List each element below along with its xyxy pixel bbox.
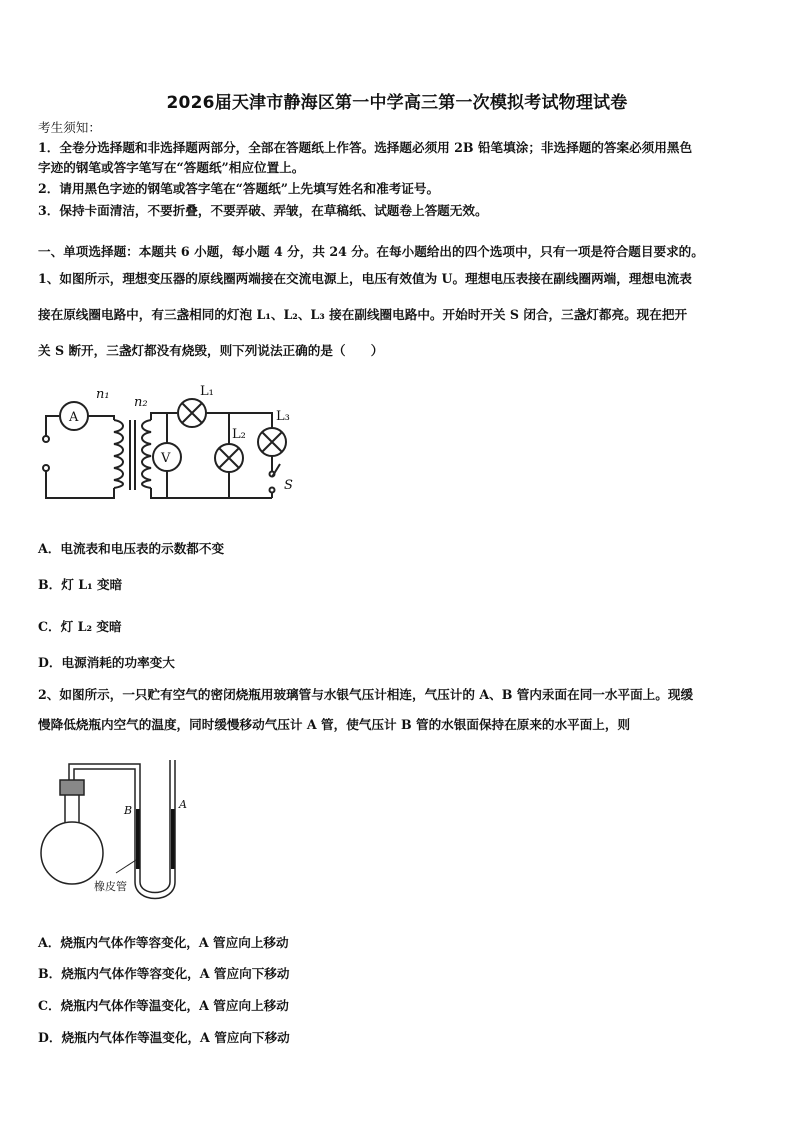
- n2-label: n₂: [134, 395, 148, 410]
- tube-a-label: A: [179, 798, 187, 811]
- switch-label: S: [284, 478, 293, 493]
- q2-option-c: C．烧瓶内气体作等温变化，A 管应向上移动: [38, 998, 289, 1013]
- notice-item-2: 2．请用黑色字迹的钢笔或答字笔在“答题纸”上先填写姓名和准考证号。: [38, 181, 440, 196]
- stopper-icon: [60, 780, 84, 795]
- q1-stem-line-3: 关 S 断开，三盏灯都没有烧毁，则下列说法正确的是（ ）: [38, 343, 384, 358]
- q1-option-c: C．灯 L₂ 变暗: [38, 619, 122, 634]
- l2-label: L₂: [232, 427, 246, 442]
- notice-item-3: 3．保持卡面清洁，不要折叠，不要弄破、弄皱，在草稿纸、试题卷上答题无效。: [38, 203, 488, 218]
- mercury-b: [136, 809, 140, 869]
- notice-item-1-cont: 字迹的钢笔或答字笔写在“答题纸”相应位置上。: [38, 160, 305, 175]
- voltmeter-label: V: [161, 451, 171, 466]
- mercury-a: [171, 809, 175, 869]
- q1-option-d: D．电源消耗的功率变大: [38, 655, 175, 670]
- q2-option-a: A．烧瓶内气体作等容变化，A 管应向上移动: [38, 935, 289, 950]
- q2-stem-line-2: 慢降低烧瓶内空气的温度，同时缓慢移动气压计 A 管，使气压计 B 管的水银面保持在原来的水平面上，则: [38, 717, 631, 732]
- q1-stem-line-1: 1、如图所示，理想变压器的原线圈两端接在交流电源上，电压有效值为 U。理想电压表接在副线圈两端，理想电流表: [38, 271, 692, 286]
- notice-item-1: 1．全卷分选择题和非选择题两部分，全部在答题纸上作答。选择题必须用 2B 铅笔填涂；非选择题的答案必须用黑色: [38, 140, 693, 155]
- q2-stem-line-1: 2、如图所示，一只贮有空气的密闭烧瓶用玻璃管与水银气压计相连，气压计的 A、B 管内汞面在同一水平面上。现缓: [38, 687, 694, 702]
- l3-label: L₃: [276, 409, 290, 424]
- q2-option-b: B．烧瓶内气体作等容变化，A 管应向下移动: [38, 966, 290, 981]
- l1-label: L₁: [200, 384, 214, 399]
- notice-heading: 考生须知：: [38, 120, 101, 135]
- transformer-circuit-figure: [36, 380, 306, 505]
- flask-manometer-figure: [36, 756, 206, 906]
- ammeter-label: A: [69, 410, 79, 425]
- tube-b-label: B: [124, 804, 133, 817]
- flask-icon: [41, 822, 103, 884]
- page-title: 2026届天津市静海区第一中学高三第一次模拟考试物理试卷: [166, 93, 628, 113]
- hose-label: 橡皮管: [94, 880, 127, 893]
- q1-option-a: A．电流表和电压表的示数都不变: [38, 541, 225, 556]
- switch-s-icon: [272, 464, 280, 477]
- q1-option-b: B．灯 L₁ 变暗: [38, 577, 123, 592]
- q1-stem-line-2: 接在原线圈电路中，有三盏相同的灯泡 L₁、L₂、L₃ 接在副线圈电路中。开始时开关 S 闭合，三盏灯都亮。现在把开: [38, 307, 688, 322]
- n1-label: n₁: [96, 387, 110, 402]
- q2-option-d: D．烧瓶内气体作等温变化，A 管应向下移动: [38, 1030, 290, 1045]
- section-header: 一、单项选择题：本题共 6 小题，每小题 4 分，共 24 分。在每小题给出的四个选项中，只有一项是符合题目要求的。: [38, 244, 704, 259]
